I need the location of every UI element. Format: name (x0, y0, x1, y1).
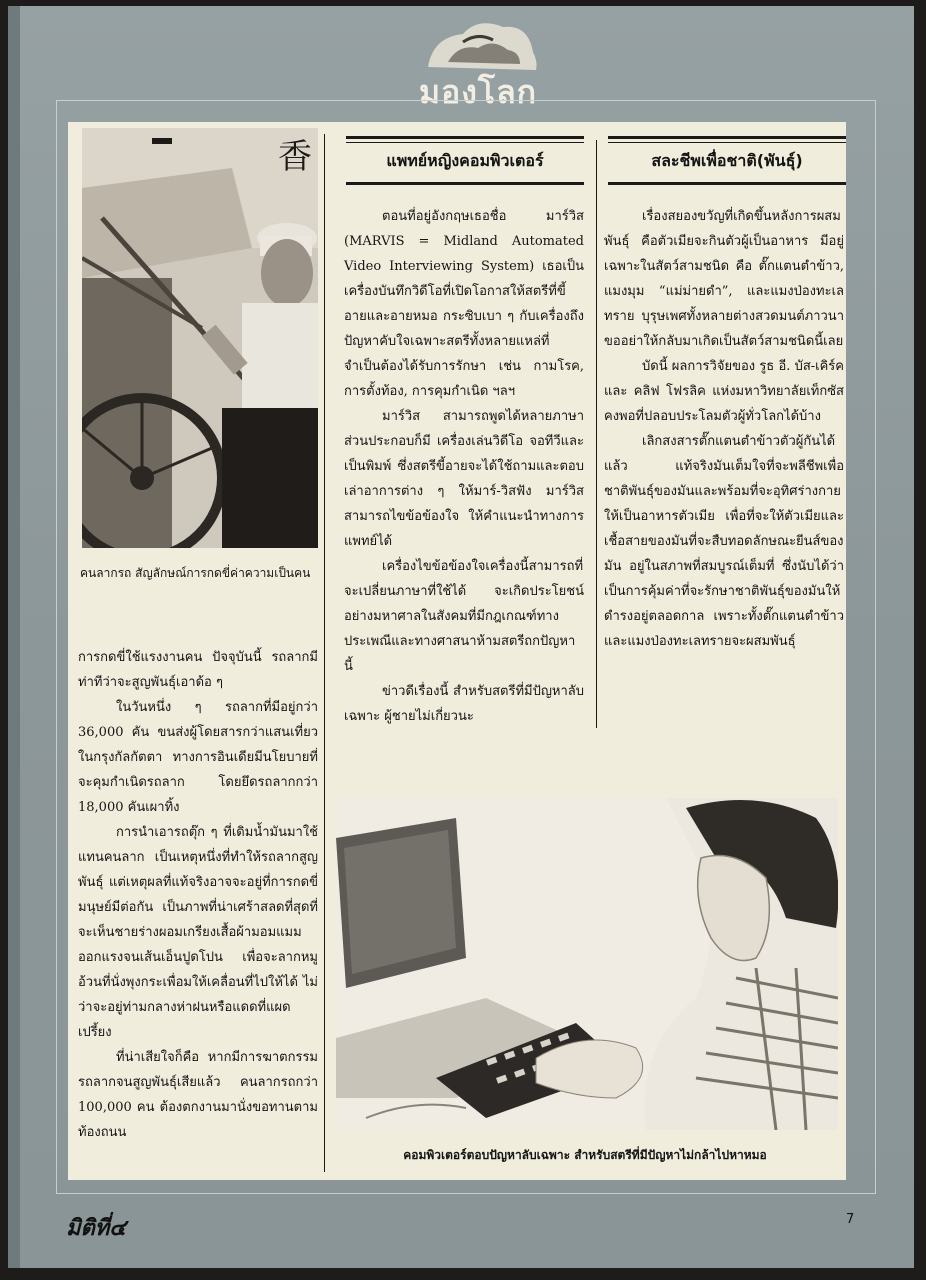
computer-photo-caption: คอมพิวเตอร์ตอบปัญหาลับเฉพาะ สำหรับสตรีที่มีปัญหาไม่กล้าไปหาหมอ (403, 1148, 767, 1162)
right-paragraph-3: เลิกสงสารตั๊กแตนตำข้าวตัวผู้กันได้แล้ว แท้จริงมันเต็มใจที่จะพลีชีพเพื่อชาติพันธุ์ของมันและพร้อมที่จะอุทิศร่างกายให้เป็นอาหารตัวเมีย เพื่อที่จะให้ตัวเมียและเชื้อสายของมันที่จะสืบทอดลักษณะยีนส์ของมัน อยู่ในสภาพที่สมบูรณ์เต็มที่ ซึ่งนับได้ว่าเป็นการคุ้มค่าที่จะรักษาชาติพันธุ์ของมันให้ดำรงอยู่ตลอดกาล เพราะทั้งตั๊กแตนตำข้าวและแมงป่องทะเลทรายจะผสมพันธุ์ (604, 434, 844, 649)
right-paragraph-2: บัดนี้ ผลการวิจัยของ รูธ อี. บัส-เคิร์ค และ คลิฟ โฟรลิค แห่งมหาวิทยาลัยเท็กซัส คงพอที่ปลอบประโลมตัวผู้ทั่วโลกได้บ้าง (604, 359, 844, 424)
page-spine (8, 6, 20, 1268)
middle-paragraph-3: เครื่องไขข้อข้องใจเครื่องนี้สามารถที่จะเปลี่ยนภาษาที่ใช้ได้ จะเกิดประโยชน์อย่างมหาศาลในสังคมที่มีกฎเกณฑ์ทางประเพณีและทางศาสนาห้ามสตรีถกปัญหานี้ (344, 559, 584, 674)
svg-text:香: 香 (278, 137, 312, 177)
middle-paragraph-2: มาร์วิส สามารถพูดได้หลายภาษา ส่วนประกอบก็มี เครื่องเล่นวิดีโอ จอทีวีและเป็นพิมพ์ ซึ่งสตรีขี้อายจะได้ใช้ถามและตอบ เล่าอาการต่าง ๆ ให้มาร์-วิสฟัง มาร์วิสสามารถไขข้อข้องใจ ให้คำแนะนำทางการแพทย์ได้ (344, 409, 584, 549)
rickshaw-photo-caption: คนลากรถ สัญลักษณ์การกดขี่ค่าความเป็นคน (80, 566, 311, 580)
page-number: 7 (846, 1212, 855, 1227)
left-paragraph-1: การกดขี่ใช้แรงงานคน ปัจจุบันนี้ รถลากมีท่าทีว่าจะสูญพันธุ์เอาด้อ ๆ (78, 650, 318, 690)
header-logo (408, 12, 548, 112)
left-paragraph-4: ที่น่าเสียใจก็คือ หากมีการฆาตกรรมรถลากจนสูญพันธุ์เสียแล้ว คนลากรถกว่า 100,000 คน ต้องตกงานมานั่งขอทานตามท้องถนน (78, 1050, 318, 1140)
article-title-computer-doctor: แพทย์หญิงคอมพิวเตอร์ (346, 136, 584, 185)
article-title-mating-sacrifice: สละชีพเพื่อชาติ(พันธุ์) (608, 136, 846, 185)
middle-column-text (344, 204, 584, 729)
column-divider-right (596, 140, 597, 728)
magazine-name: มิติที่๔ (66, 1216, 126, 1241)
column-divider-left (324, 134, 325, 1172)
left-column-text (78, 645, 318, 1145)
left-paragraph-3: การนำเอารถตุ๊ก ๆ ที่เดิมน้ำมันมาใช้แทนคนลาก เป็นเหตุหนึ่งที่ทำให้รถลากสูญพันธุ์ แต่เหตุผลที่แท้จริงอาจจะอยู่ที่การกดขี่มนุษย์มีต่อกัน เป็นภาพที่น่าเศร้าสลดที่สุดที่จะเห็นชายร่างผอมเกรียงเสื้อผ้ามอมแมม ออกแรงจนเส้นเอ็นปูดโปน เพื่อจะลากหมูอ้วนที่นั่งพุงกระเพื่อมให้เคลื่อนที่ไปให้ได้ ไม่ว่าจะอยู่ท่ามกลางห่าฝนหรือแดดที่แผดเปรี้ยง (78, 825, 318, 1040)
rickshaw-puller-photo (82, 128, 318, 548)
right-column-text (604, 204, 844, 654)
globe-cloud-icon (408, 12, 548, 72)
left-paragraph-2: ในวันหนึ่ง ๆ รถลากที่มีอยู่กว่า 36,000 คัน ขนส่งผู้โดยสารกว่าแสนเที่ยวในกรุงกัลกัตตา ทางการอินเดียมีนโยบายที่จะคุมกำเนิดรถลาก โดยยึดรถลากกว่า 18,000 คันเผาทิ้ง (78, 700, 318, 815)
middle-paragraph-4: ข่าวดีเรื่องนี้ สำหรับสตรีที่มีปัญหาลับเฉพาะ ผู้ชายไม่เกี่ยวนะ (344, 684, 584, 724)
woman-computer-photo (336, 798, 838, 1130)
middle-paragraph-1: ตอนที่อยู่อังกฤษเธอชื่อ มาร์วิส (MARVIS = Midland Automated Video Interviewing System) เธอเป็นเครื่องบันทึกวิดีโอที่เปิดโอกาสให้สตรีที่ขี้อายและอายหมอ กระซิบเบา ๆ กับเครื่องถึงปัญหาคับใจเฉพาะสตรีทั้งหลายแหล่ที่จำเป็นต้องได้รับการรักษา เช่น กามโรค, การตั้งท้อง, การคุมกำเนิด ฯลฯ (344, 209, 584, 399)
right-paragraph-1: เรื่องสยองขวัญที่เกิดขึ้นหลังการผสมพันธุ์ คือตัวเมียจะกินตัวผู้เป็นอาหาร มีอยู่เฉพาะในสัตว์สามชนิด คือ ตั๊กแตนตำข้าว, แมงมุม “แม่ม่ายดำ”, และแมงป่องทะเลทราย บุรุษเพศทั้งหลายต่างสวดมนต์ภาวนา ขออย่าให้กลับมาเกิดเป็นสัตว์สามชนิดนี้เลย (604, 209, 844, 349)
section-logo-text: มองโลก (418, 73, 538, 111)
